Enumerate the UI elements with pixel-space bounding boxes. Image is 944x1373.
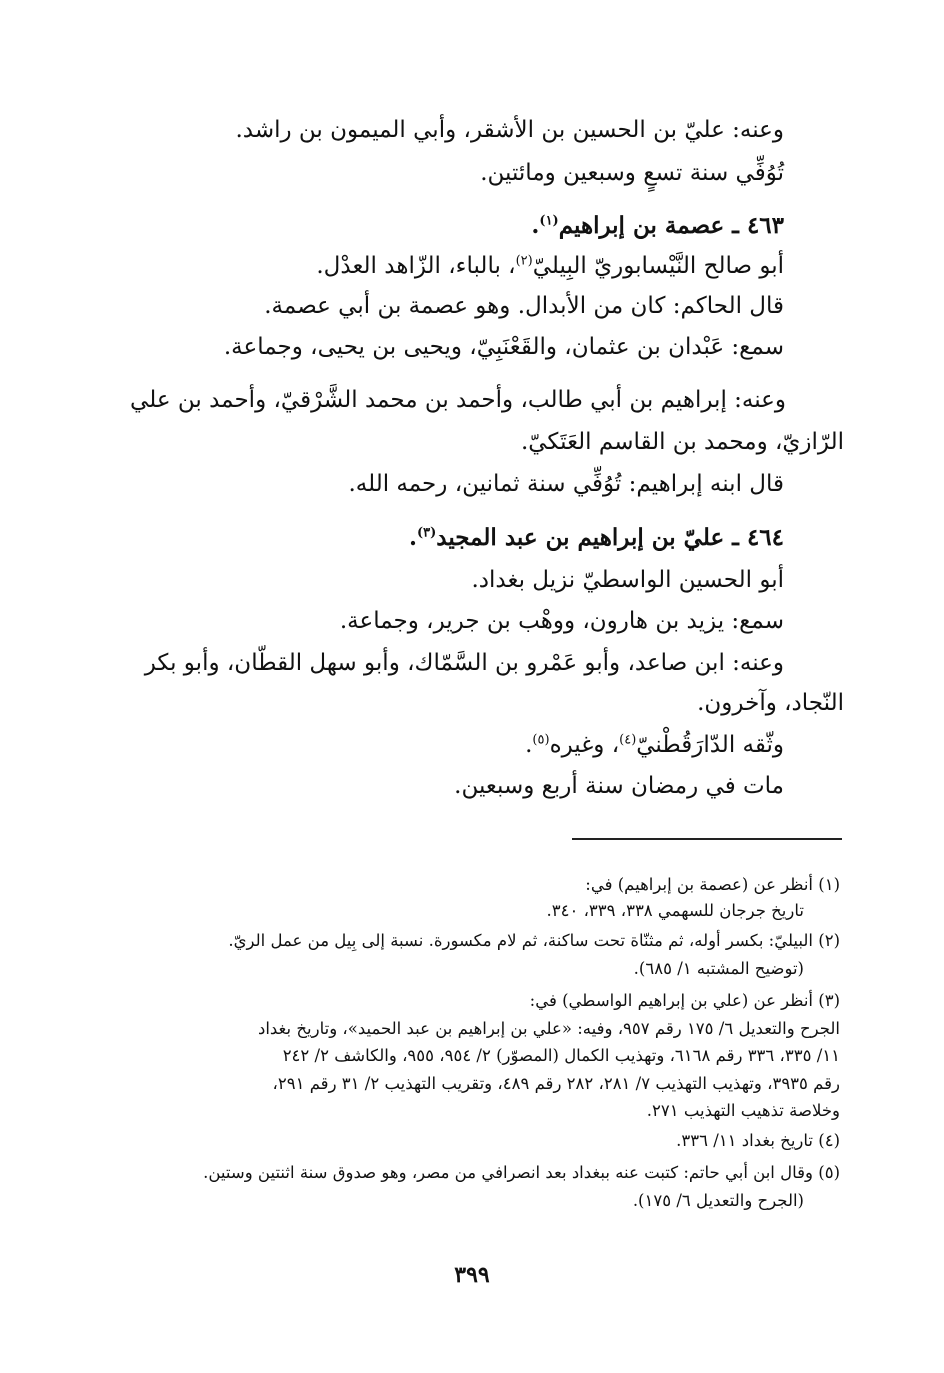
- footnote-4: [676, 1128, 840, 1154]
- heading-text: ٤٦٣ ـ عصمة بن إبراهيم: [558, 212, 784, 239]
- footnote-3: [530, 988, 840, 1014]
- footnote-ref-1: (١): [539, 213, 559, 229]
- entry-heading-464: ٤٦٤ ـ عليّ بن إبراهيم بن عبد المجيد$^{(٣)}$.: [408, 524, 784, 551]
- text-line-12: [340, 603, 784, 639]
- heading-text: ٤٦٤ ـ عليّ بن إبراهيم بن عبد المجيد: [436, 524, 784, 551]
- text-span: وعنه: ابن صاعد، وأبو عَمْرو بن السَّمّاك، وأبو سهل القطّان، وأبو بكر: [144, 650, 784, 676]
- footnote-text: ١١/ ٣٣٥، ٣٣٦ رقم ٦١٦٨، وتهذيب الكمال (المصوّر) ٢/ ٩٥٤، ٩٥٥، والكاشف ٢/ ٢٤٢: [282, 1046, 840, 1065]
- text-line-7: [130, 382, 786, 418]
- text-span: ، وغيره: [549, 732, 620, 758]
- text-span: أبو صالح النَّيْسابوريّ البِيليّ: [532, 253, 784, 279]
- text-span: سمع: يزيد بن هارون، ووهْب بن جرير، وجماعة.: [339, 608, 784, 634]
- text-span: مات في رمضان سنة أربع وسبعين.: [454, 773, 784, 799]
- footnote-1: [585, 872, 840, 898]
- footnote-text: (٢) البيليّ: بكسر أوله، ثم مثنّاة تحت ساكنة، ثم لام مكسورة. نسبة إلى بِيل من عمل الريّ.: [228, 931, 840, 950]
- footnote-2-cont: [634, 956, 804, 982]
- text-span: تُوُفِّي سنة تسعٍ وسبعين ومائتين.: [480, 160, 784, 186]
- footnote-2: [228, 928, 840, 954]
- footnote-separator: [572, 838, 842, 840]
- text-line-14: [697, 685, 844, 721]
- footnote-text: تاريخ جرجان للسهمي ٣٣٨، ٣٣٩، ٣٤٠.: [546, 901, 804, 920]
- text-line-8: [521, 424, 844, 460]
- text-line-1: [235, 112, 784, 148]
- text-span: أبو الحسين الواسطيّ نزيل بغداد.: [471, 567, 784, 593]
- text-span: وعنه: إبراهيم بن أبي طالب، وأحمد بن محمد الشَّرْقيّ، وأحمد بن علي: [130, 387, 786, 413]
- footnote-text: رقم ٣٩٣٥، وتهذيب التهذيب ٧/ ٢٨١، ٢٨٢ رقم ٤٨٩، وتقريب التهذيب ٢/ ٣١ رقم ٢٩١،: [272, 1074, 840, 1093]
- footnote-3-cont-1: [258, 1016, 840, 1042]
- footnote-text: (٤) تاريخ بغداد ١١/ ٣٣٦.: [676, 1131, 840, 1150]
- text-span: وثّقه الدّارَقُطْنيّ: [636, 732, 784, 758]
- footnote-text: (٣) أنظر عن (علي بن إبراهيم الواسطي) في:: [529, 991, 840, 1010]
- footnote-1-cont: [546, 898, 804, 924]
- text-line-9: [348, 466, 784, 502]
- text-line-15: وثّقه الدّارَقُطْنيّ$^{(٤)}$، وغيره$^{(٥)}$.: [525, 732, 784, 758]
- footnote-text: (توضيح المشتبه ١/ ٦٨٥).: [633, 959, 804, 978]
- footnote-ref-2: (٢): [515, 253, 533, 269]
- footnote-text: (٥) وقال ابن أبي حاتم: كتبت عنه ببغداد بعد انصرافي من مصر، وهو صدوق سنة اثنتين وستين.: [203, 1163, 840, 1182]
- text-span: سمع: عَبْدان بن عثمان، والقَعْنَبِيّ، ويحيى بن يحيى، وجماعة.: [223, 334, 784, 360]
- footnote-text: (الجرح والتعديل ٦/ ١٧٥).: [632, 1191, 804, 1210]
- text-span: قال ابنه إبراهيم: تُوُفِّي سنة ثمانين، رحمه الله.: [348, 471, 784, 497]
- text-span: قال الحاكم: كان من الأبدال. وهو عصمة بن أبي عصمة.: [264, 293, 784, 319]
- text-span: الرّازيّ، ومحمد بن القاسم العَتَكيّ.: [520, 429, 844, 455]
- footnote-text: (١) أنظر عن (عصمة بن إبراهيم) في:: [585, 875, 840, 894]
- footnote-ref-5: (٥): [532, 732, 550, 748]
- footnote-5: [203, 1160, 840, 1186]
- footnote-ref-4: (٤): [619, 732, 637, 748]
- footnote-5-cont: [633, 1188, 804, 1214]
- text-span: وعنه: عليّ بن الحسين بن الأشقر، وأبي الميمون بن راشد.: [235, 117, 784, 143]
- text-line-6: [224, 329, 784, 365]
- text-span: النّجاد، وآخرون.: [697, 690, 844, 716]
- footnote-text: الجرح والتعديل ٦/ ١٧٥ رقم ٩٥٧، وفيه: «علي بن إبراهيم بن عبد الحميد»، وتاريخ بغداد: [257, 1019, 840, 1038]
- footnote-3-cont-2: [283, 1043, 840, 1069]
- entry-heading-463: ٤٦٣ ـ عصمة بن إبراهيم$^{(١)}$.: [531, 212, 784, 239]
- footnote-3-cont-4: [647, 1098, 840, 1124]
- text-line-2: [480, 155, 784, 191]
- text-line-13: [145, 645, 784, 681]
- page-number: ٣٩٩: [454, 1262, 490, 1288]
- text-line-11: [471, 562, 784, 598]
- footnote-3-cont-3: [273, 1071, 840, 1097]
- text-line-5: [264, 288, 784, 324]
- footnote-ref-3: (٣): [416, 525, 437, 541]
- text-line-4: [316, 248, 784, 284]
- footnote-text: وخلاصة تذهيب التهذيب ٢٧١.: [646, 1101, 840, 1120]
- text-span: ، بالباء، الزّاهد العدْل.: [316, 253, 516, 279]
- text-line-16: [454, 768, 784, 804]
